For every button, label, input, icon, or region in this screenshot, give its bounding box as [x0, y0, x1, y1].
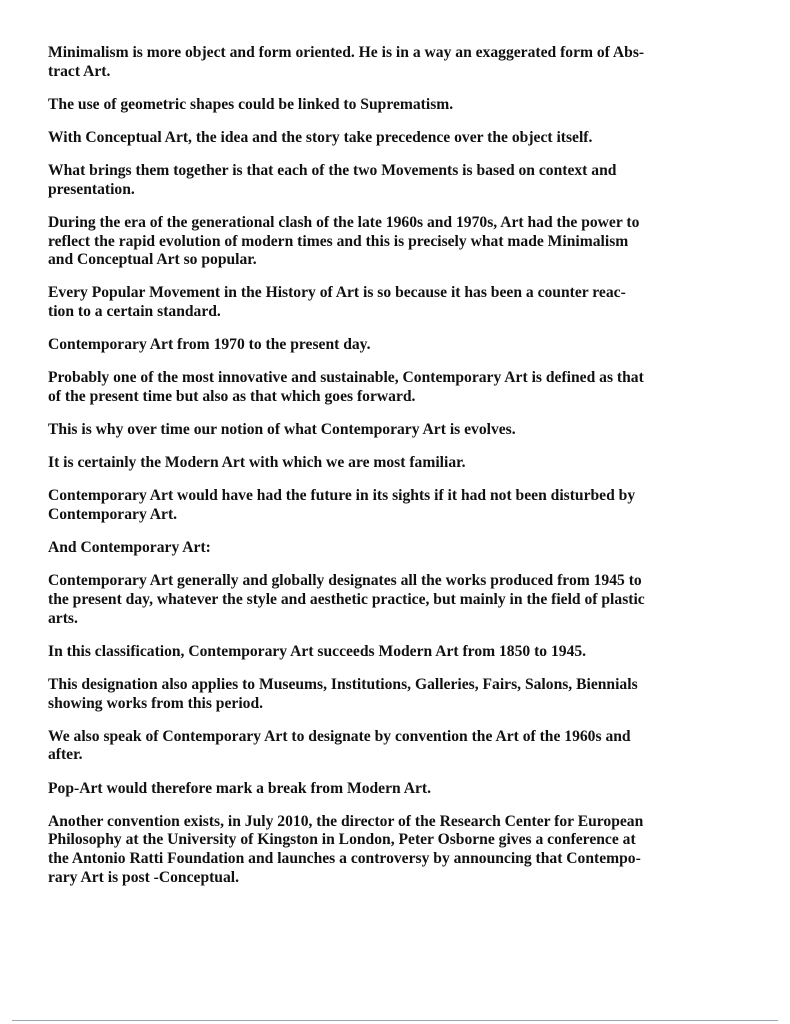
- paragraph-13: Contemporary Art generally and globally designates all the works produced from 1945 to the present day, whatever the style and aesthetic practice, but mainly in the field of plastic arts.: [48, 572, 645, 627]
- paragraph-1: Minimalism is more object and form oriented. He is in a way an exaggerated form of Abs- tract Art.: [48, 44, 645, 80]
- paragraph-16: We also speak of Contemporary Art to designate by convention the Art of the 1960s and after.: [48, 727, 631, 764]
- paragraph-5: During the era of the generational clash of the late 1960s and 1970s, Art had the power to reflect the rapid evolution of modern times and this is precisely what made Minimalism and Conceptual Art so popular.: [48, 213, 640, 269]
- paragraph-12: And Contemporary Art:: [48, 539, 211, 557]
- paragraph-15: This designation also applies to Museums, Institutions, Galleries, Fairs, Salons, Biennials showing works from this period.: [48, 675, 638, 712]
- paragraph-7: Contemporary Art from 1970 to the present day.: [48, 336, 371, 354]
- paragraph-3: With Conceptual Art, the idea and the story take precedence over the object itself.: [48, 128, 593, 146]
- paragraph-8: Probably one of the most innovative and sustainable, Contemporary Art is defined as that of the present time but also as that which goes forward.: [48, 369, 644, 405]
- document-page: [48, 44, 748, 902]
- paragraph-11: Contemporary Art would have had the future in its sights if it had not been disturbed by Contemporary Art.: [48, 487, 636, 524]
- paragraph-17: Pop-Art would therefore mark a break from Modern Art.: [48, 779, 431, 797]
- paragraph-14: In this classification, Contemporary Art succeeds Modern Art from 1850 to 1945.: [48, 642, 587, 660]
- paragraph-6: Every Popular Movement in the History of Art is so because it has been a counter reac- tion to a certain standard.: [48, 284, 626, 320]
- paragraph-18: Another convention exists, in July 2010, the director of the Research Center for European Philosophy at the University of Kingston in London, Peter Osborne gives a conference at the Antonio Ratti Foundation and launches a controversy by announcing that Contempo- rary Art is post -Conceptual.: [48, 812, 644, 886]
- paragraph-2: The use of geometric shapes could be linked to Suprematism.: [48, 95, 454, 113]
- paragraph-4: What brings them together is that each of the two Movements is based on context and presentation.: [48, 162, 617, 198]
- paragraph-9: This is why over time our notion of what Contemporary Art is evolves.: [48, 421, 516, 439]
- page-bottom-divider: [12, 1020, 778, 1021]
- paragraph-10: It is certainly the Modern Art with which we are most familiar.: [48, 454, 466, 472]
